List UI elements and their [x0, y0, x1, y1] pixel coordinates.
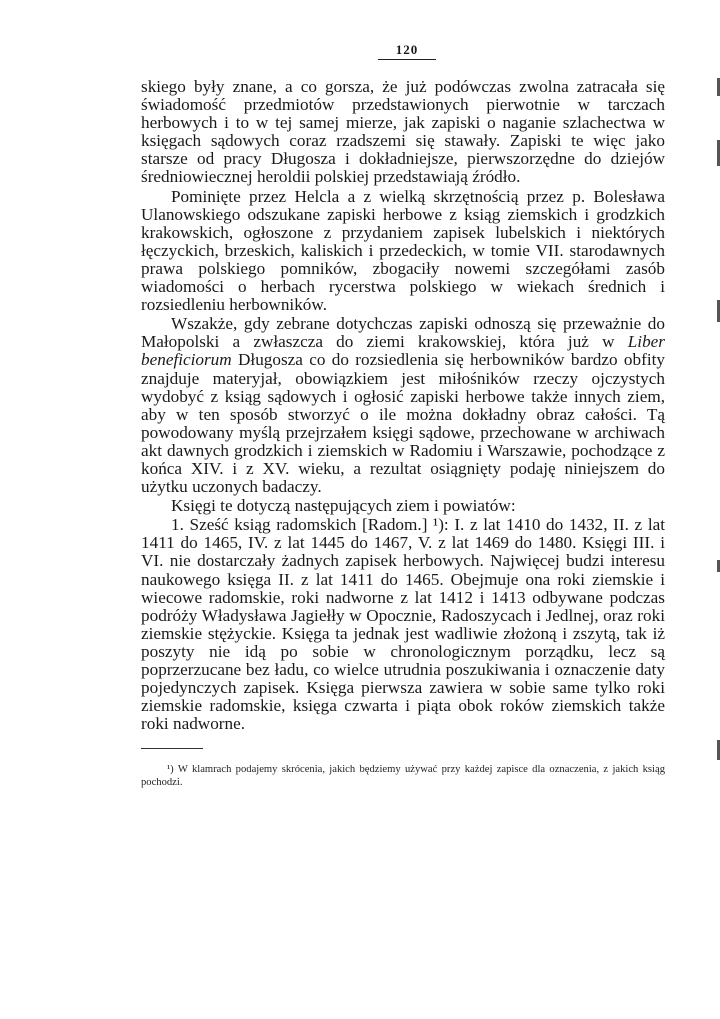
- footnote-rule: [141, 748, 203, 749]
- footnote-marker: ¹): [167, 764, 174, 776]
- paragraph-text: Wszakże, gdy zebrane dotychczas zapiski odnoszą się przeważnie do Małopolski a zwłaszcza do ziemi krakowskiej, która już w: [141, 314, 665, 352]
- paragraph: [141, 315, 665, 496]
- paragraph-text: Długosza co do rozsiedlenia się herbowników bardzo obfity znajduje materyjał, obowiązkiem jest miłośników rzeczy ojczystych wydobyć z ksiąg sądowych i ogłosić zapiski herbowe także innych ziem, aby w ten sposób stworzyć o ile można dokładny obraz całości. Tą powodowany myślą przejrzałem księgi sądowe, przechowane w archiwach akt dawnych grodzkich i ziemskich w Radomiu i Warszawie, pochodzące z końca XIV. i z XV. wieku, a rezultat osiągnięty podaję niniejszem do użytku uczonych badaczy.: [141, 350, 665, 497]
- paragraph: Pominięte przez Helcla a z wielką skrzętnością przez p. Bolesława Ulanowskiego odszukane zapiski herbowe z ksiąg ziemskich i grodzkich krakowskich, ogłoszone z przydaniem zapisek lubelskich i niektórych łęczyckich, brzeskich, kaliskich i przedeckich, w tomie VII. starodawnych prawa polskiego pomników, zbogaciły nowemi szczegółami zasób wiadomości o herbach rycerstwa polskiego w wiekach średnich i rozsiedleniu herbowników.: [141, 186, 665, 315]
- paragraph: skiego były znane, a co gorsza, że już podówczas zwolna zatracała się świadomość przedmiotów przedstawionych pierwotnie w tarczach herbowych i to w tej samej mierze, jak zapiski o naganie szlachectwa w księgach sądowych coraz rzadszemi się stawały. Zapiski te więc jako starsze od pracy Długosza i dokładniejsze, pierwszorzędne do dziejów średniowiecznej heroldii polskiej przedstawiają źródło.: [141, 77, 665, 187]
- paragraph: 1. Sześć ksiąg radomskich [Radom.] ¹): I. z lat 1410 do 1432, II. z lat 1411 do 1465, IV. z lat 1445 do 1467, V. z lat 1469 do 1480. Księgi III. i VI. nie dostarczały żadnych zapisek herbowych. Najwięcej budzi interesu naukowego księga II. z lat 1411 do 1465. Obejmuje ona roki ziemskie i wiecowe radomskie, roki nadworne z lat 1412 i 1413 odbywane podczas podróży Władysława Jagiełły w Opocznie, Radoszycach i Jedlnej, oraz roki ziemskie stężyckie. Księga ta jednak jest wadliwie złożoną i zszytą, tak iż poszyty nie idą po sobie w chronologicznym porządku, lecz są poprzerzucane bez ładu, co wielce utrudnia poszukiwania i oznaczenie daty pojedynczych zapisek. Księga pierwsza zawiera w sobie same tylko roki ziemskie radomskie, księga czwarta i piąta obok roków ziemskich także roki nadworne.: [141, 515, 665, 734]
- paragraph: Księgi te dotyczą następujących ziem i powiatów:: [171, 496, 516, 516]
- footnote-text: W klamrach podajemy skrócenia, jakich będziemy używać przy każdej zapisce dla oznaczenia, z jakich ksiąg pochodzi.: [141, 764, 665, 789]
- body-text: [141, 78, 665, 733]
- book-title: Liber beneficiorum: [141, 332, 665, 370]
- document-page: [141, 42, 665, 789]
- footnote: [141, 763, 665, 789]
- header-rule: [378, 59, 436, 60]
- page-number: 120: [395, 42, 419, 57]
